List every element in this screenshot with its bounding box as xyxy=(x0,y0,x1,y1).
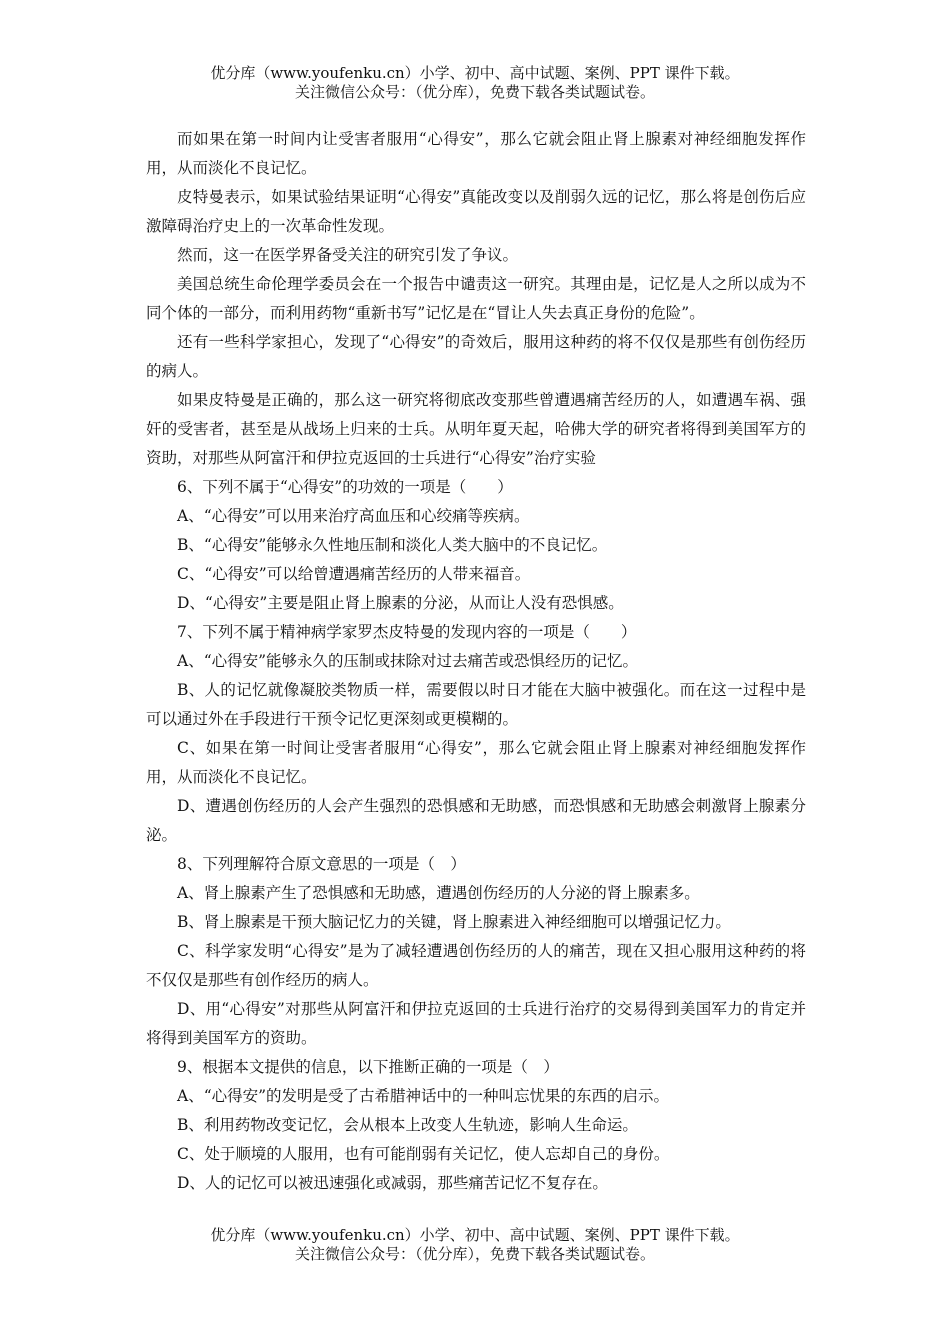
question-6-option-b: B、“心得安”能够永久性地压制和淡化人类大脑中的不良记忆。 xyxy=(177,536,608,554)
header-line-2: 关注微信公众号：（优分库），免费下载各类试题试卷。 xyxy=(294,83,655,101)
question-7-option-d: D、遭遇创伤经历的人会产生强烈的恐惧感和无助感，而恐惧感和无助感会刺激肾上腺素分泌。 xyxy=(146,797,806,844)
question-8-option-b: B、肾上腺素是干预大脑记忆力的关键，肾上腺素进入神经细胞可以增强记忆力。 xyxy=(177,913,731,931)
question-7-option-a: A、“心得安”能够永久的压制或抹除对过去痛苦或恐惧经历的记忆。 xyxy=(177,652,639,670)
page-header xyxy=(0,64,950,102)
question-9-stem: 9、根据本文提供的信息，以下推断正确的一项是（ ） xyxy=(177,1058,559,1076)
header-line-1: 优分库（www.youfenku.cn）小学、初中、高中试题、案例、PPT 课件下载。 xyxy=(210,64,740,82)
question-9-option-d: D、人的记忆可以被迅速强化或减弱，那些痛苦记忆不复存在。 xyxy=(177,1174,608,1192)
question-8-option-a: A、肾上腺素产生了恐惧感和无助感，遭遇创伤经历的人分泌的肾上腺素多。 xyxy=(177,884,700,902)
document-body xyxy=(146,125,806,1198)
question-6-stem: 6、下列不属于“心得安”的功效的一项是（ ） xyxy=(177,478,513,496)
question-6-option-c: C、“心得安”可以给曾遭遇痛苦经历的人带来福音。 xyxy=(177,565,531,583)
passage-paragraph: 如果皮特曼是正确的，那么这一研究将彻底改变那些曾遭遇痛苦经历的人，如遭遇车祸、强奸的受害者，甚至是从战场上归来的士兵。从明年夏天起，哈佛大学的研究者将得到美国军方的资助，对那些从阿富汗和伊拉克返回的士兵进行“心得安”治疗实验 xyxy=(146,391,806,467)
passage-paragraph: 然而，这一在医学界备受关注的研究引发了争议。 xyxy=(177,246,519,264)
question-9-option-a: A、“心得安”的发明是受了古希腊神话中的一种叫忘忧果的东西的启示。 xyxy=(177,1087,670,1105)
question-6-option-a: A、“心得安”可以用来治疗高血压和心绞痛等疾病。 xyxy=(177,507,530,525)
question-8-option-d: D、用“心得安”对那些从阿富汗和伊拉克返回的士兵进行治疗的交易得到美国军力的肯定并将得到美国军方的资助。 xyxy=(146,1000,806,1047)
question-6-option-d: D、“心得安”主要是阻止肾上腺素的分泌，从而让人没有恐惧感。 xyxy=(177,594,624,612)
question-9-option-b: B、利用药物改变记忆，会从根本上改变人生轨迹，影响人生命运。 xyxy=(177,1116,638,1134)
page-footer xyxy=(0,1226,950,1264)
question-8-stem: 8、下列理解符合原文意思的一项是（ ） xyxy=(177,855,466,873)
passage-paragraph: 皮特曼表示，如果试验结果证明“心得安”真能改变以及削弱久远的记忆，那么将是创伤后应激障碍治疗史上的一次革命性发现。 xyxy=(146,188,806,235)
question-9-option-c: C、处于顺境的人服用，也有可能削弱有关记忆，使人忘却自己的身份。 xyxy=(177,1145,670,1163)
question-7-option-b: B、人的记忆就像凝胶类物质一样，需要假以时日才能在大脑中被强化。而在这一过程中是可以通过外在手段进行干预令记忆更深刻或更模糊的。 xyxy=(146,681,806,728)
passage-paragraph: 而如果在第一时间内让受害者服用“心得安”，那么它就会阻止肾上腺素对神经细胞发挥作用，从而淡化不良记忆。 xyxy=(146,130,806,177)
passage-paragraph: 还有一些科学家担心，发现了“心得安”的奇效后，服用这种药的将不仅仅是那些有创伤经历的病人。 xyxy=(146,333,806,380)
question-7-stem: 7、下列不属于精神病学家罗杰皮特曼的发现内容的一项是（ ） xyxy=(177,623,637,641)
footer-line-1: 优分库（www.youfenku.cn）小学、初中、高中试题、案例、PPT 课件下载。 xyxy=(210,1226,740,1244)
footer-line-2: 关注微信公众号：（优分库），免费下载各类试题试卷。 xyxy=(294,1245,655,1263)
passage-paragraph: 美国总统生命伦理学委员会在一个报告中谴责这一研究。其理由是，记忆是人之所以成为不同个体的一部分，而利用药物“重新书写”记忆是在“冒让人失去真正身份的危险”。 xyxy=(146,275,806,322)
question-7-option-c: C、如果在第一时间让受害者服用“心得安”，那么它就会阻止肾上腺素对神经细胞发挥作用，从而淡化不良记忆。 xyxy=(146,739,806,786)
question-8-option-c: C、科学家发明“心得安”是为了减轻遭遇创伤经历的人的痛苦，现在又担心服用这种药的将不仅仅是那些有创作经历的病人。 xyxy=(146,942,806,989)
